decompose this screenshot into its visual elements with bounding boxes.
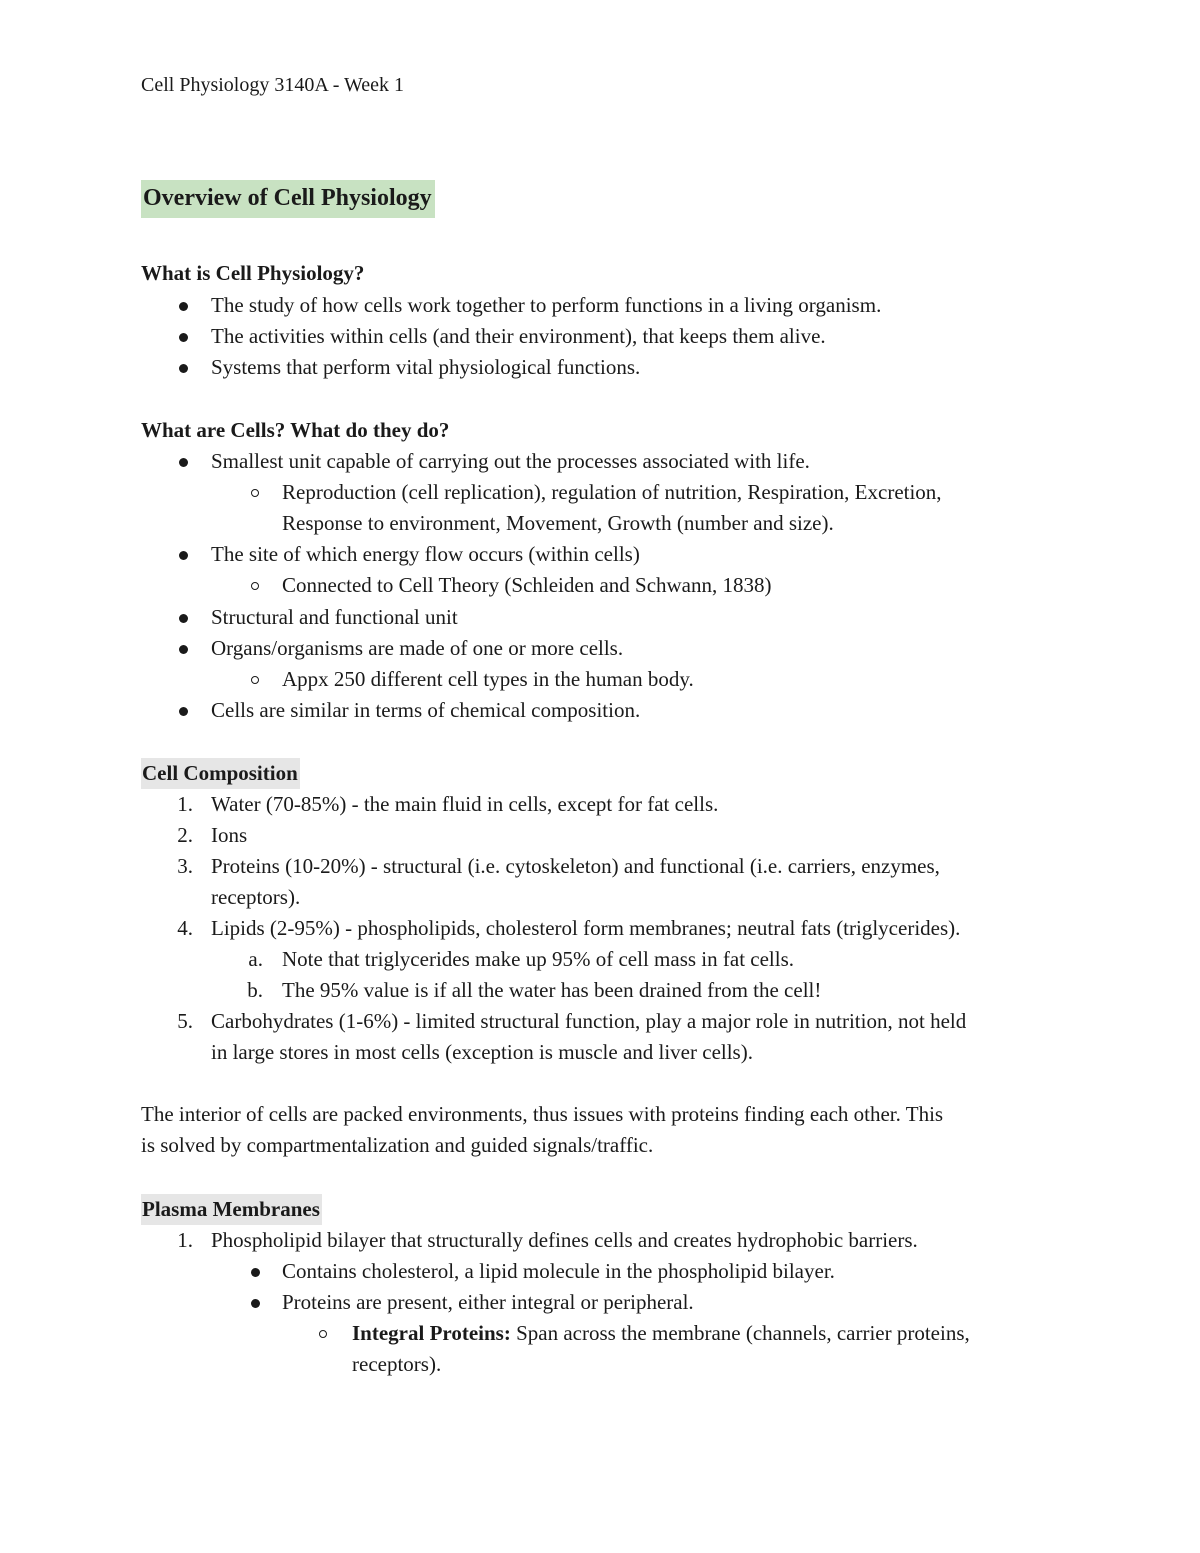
list-item: Proteins (10-20%) - structural (i.e. cytoskeleton) and functional (i.e. carriers, enzymes, [211,854,940,878]
paragraph-line: The interior of cells are packed environments, thus issues with proteins finding each other. This [141,1102,944,1126]
circle-bullet-icon [251,489,259,497]
bullet-icon [179,551,188,560]
list-item: Carbohydrates (1-6%) - limited structural function, play a major role in nutrition, not held [211,1009,967,1033]
bullet-icon [179,645,188,654]
list-letter: b. [247,978,263,1002]
list-item: Reproduction (cell replication), regulation of nutrition, Respiration, Excretion, [282,480,942,504]
list-item-continued: Response to environment, Movement, Growth (number and size). [282,511,834,535]
section-heading-what-are-cells: What are Cells? What do they do? [141,418,450,442]
list-item: Systems that perform vital physiological functions. [211,355,641,379]
list-item: The site of which energy flow occurs (within cells) [211,542,640,566]
bullet-icon [251,1268,260,1277]
list-number: 1. [177,1228,193,1252]
section-heading-plasma-membranes: Plasma Membranes [141,1194,322,1225]
list-item: Connected to Cell Theory (Schleiden and Schwann, 1838) [282,573,772,597]
list-item: Appx 250 different cell types in the human body. [282,667,694,691]
list-item: Organs/organisms are made of one or more cells. [211,636,624,660]
bullet-icon [179,614,188,623]
list-item: The activities within cells (and their environment), that keeps them alive. [211,324,826,348]
list-number: 2. [177,823,193,847]
list-item: Lipids (2-95%) - phospholipids, cholesterol form membranes; neutral fats (triglycerides). [211,916,961,940]
bullet-icon [179,707,188,716]
bullet-icon [179,333,188,342]
bullet-icon [179,364,188,373]
list-item: Phospholipid bilayer that structurally defines cells and creates hydrophobic barriers. [211,1228,918,1252]
bullet-icon [179,302,188,311]
list-number: 3. [177,854,193,878]
bullet-icon [179,458,188,467]
list-item: Smallest unit capable of carrying out the processes associated with life. [211,449,810,473]
list-item: Structural and functional unit [211,605,458,629]
list-item [352,1318,970,1349]
list-item-continued: receptors). [211,885,301,909]
list-item: Contains cholesterol, a lipid molecule in the phospholipid bilayer. [282,1259,835,1283]
list-item-continued: in large stores in most cells (exception is muscle and liver cells). [211,1040,753,1064]
circle-bullet-icon [251,582,259,590]
section-heading-cell-composition: Cell Composition [141,758,300,789]
list-item: Proteins are present, either integral or peripheral. [282,1290,694,1314]
list-number: 1. [177,792,193,816]
term-definition: Span across the membrane (channels, carrier proteins, [510,1321,970,1345]
page-title: Overview of Cell Physiology [141,180,435,218]
circle-bullet-icon [319,1330,327,1338]
list-item: The 95% value is if all the water has been drained from the cell! [282,978,822,1002]
list-item: Note that triglycerides make up 95% of cell mass in fat cells. [282,947,795,971]
list-number: 4. [177,916,193,940]
list-item: Cells are similar in terms of chemical composition. [211,698,641,722]
section-heading-what-is: What is Cell Physiology? [141,261,365,285]
list-item: Ions [211,823,248,847]
list-item: The study of how cells work together to perform functions in a living organism. [211,293,882,317]
page-header: Cell Physiology 3140A - Week 1 [141,74,405,96]
term-label: Integral Proteins: [352,1321,511,1345]
list-letter: a. [248,947,263,971]
paragraph-line: is solved by compartmentalization and guided signals/traffic. [141,1133,654,1157]
list-item-continued: receptors). [352,1352,442,1376]
circle-bullet-icon [251,676,259,684]
list-item: Water (70-85%) - the main fluid in cells, except for fat cells. [211,792,719,816]
bullet-icon [251,1299,260,1308]
list-number: 5. [177,1009,193,1033]
